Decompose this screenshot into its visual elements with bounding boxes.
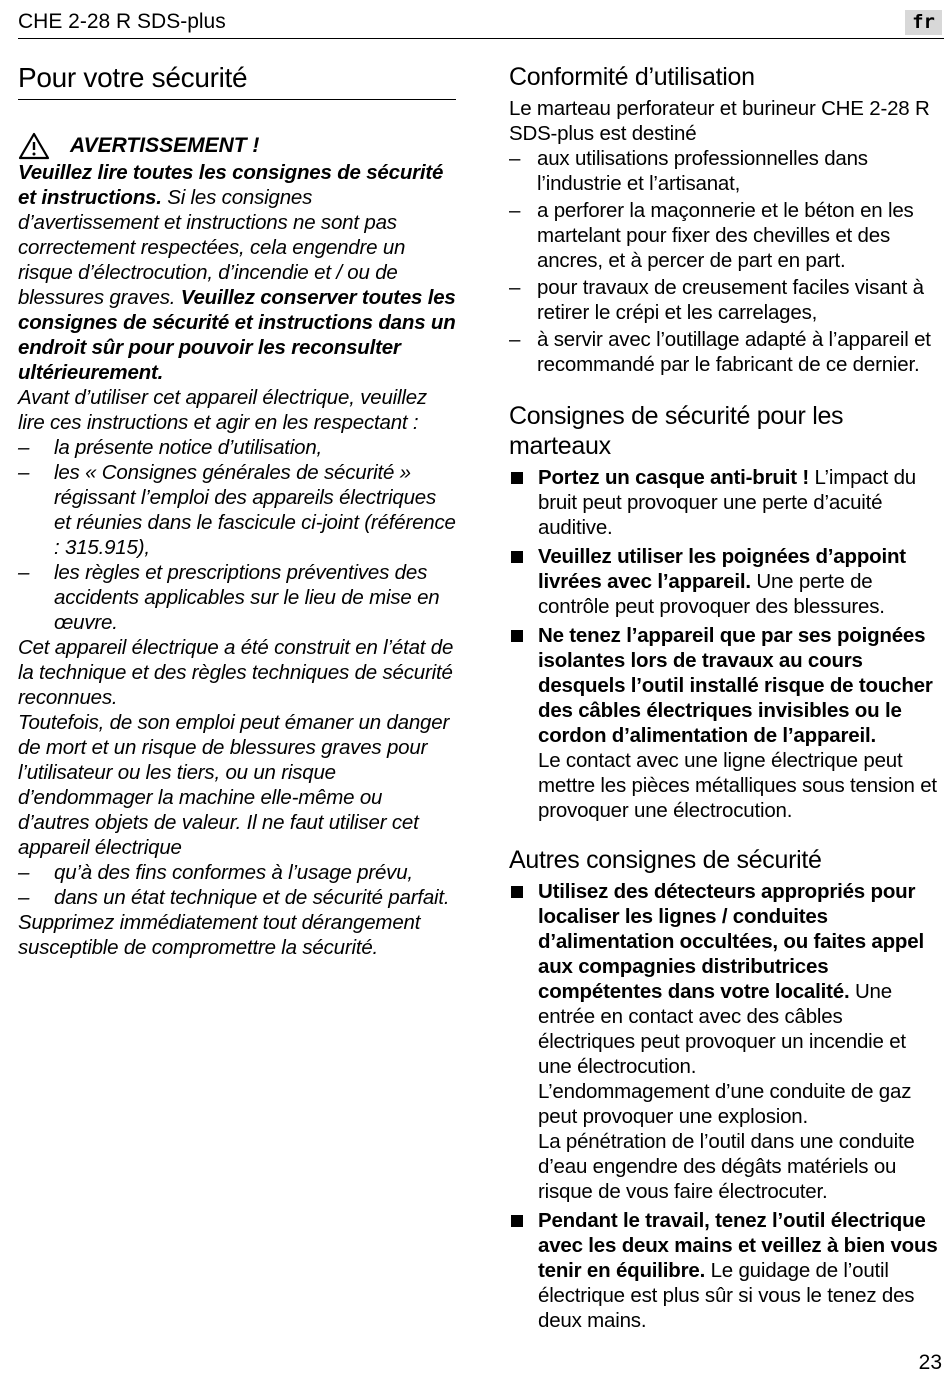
item-text: Une perte de contrôle peut provoquer des blessures. <box>538 570 885 618</box>
conditions-list <box>18 860 456 910</box>
list-item: – à servir avec l’outillage adapté à l’appareil et recommandé par le fabricant de ce dernier. <box>509 327 941 377</box>
warning-text-1: Si les consignes d’avertissement et instructions ne sont pas correctement respectées, cela engendre un risque d’électrocution, d’incendie et / ou de blessures graves. <box>18 186 406 309</box>
paragraph-construction: Cet appareil électrique a été construit en l’état de la technique et des règles techniques de sécurité reconnues. <box>18 636 454 709</box>
conformity-list <box>509 146 941 377</box>
item-bold: Ne tenez l’appareil que par ses poignées isolantes lors de travaux au cours desquels l’outil installé risque de toucher des câbles électriques invisibles ou le cordon d’alimentation de l’appareil. <box>538 624 933 747</box>
item-text: L’impact du bruit peut provoquer une perte d’acuité auditive. <box>538 466 916 539</box>
item-bold: Portez un casque anti-bruit ! <box>538 466 809 489</box>
right-column <box>509 62 941 1337</box>
warning-heading <box>18 132 456 160</box>
item-bold: Pendant le travail, tenez l’outil électrique avec les deux mains et veillez à bien vous tenir en équilibre. <box>538 1209 938 1282</box>
page-number: 23 <box>918 1351 942 1374</box>
item-text: Le contact avec une ligne électrique peut mettre les pièces métalliques sous tension et provoquer une électrocution. <box>538 749 937 822</box>
list-item: – les « Consignes générales de sécurité » régissant l’emploi des appareils électriques et réunies dans le fascicule ci-joint (référence : 315.915), <box>18 460 456 560</box>
item-text: L’endommagement d’une conduite de gaz peut provoquer une explosion. <box>538 1080 912 1128</box>
list-item <box>509 623 941 823</box>
other-safety-list <box>509 879 941 1333</box>
item-text: Le guidage de l’outil électrique est plus sûr si vous le tenez des deux mains. <box>538 1259 915 1332</box>
section-title-safety: Pour votre sécurité <box>18 62 456 100</box>
section-title-conformity: Conformité d’utilisation <box>509 63 755 91</box>
warning-paragraph <box>18 160 456 385</box>
item-bold: Veuillez utiliser les poignées d’appoint livrées avec l’appareil. <box>538 545 906 593</box>
section-title-hammer-safety: Consignes de sécurité pour les marteaux <box>509 402 844 460</box>
list-item: – qu’à des fins conformes à l’usage prévu, <box>18 860 456 885</box>
list-item: – la présente notice d’utilisation, <box>18 435 456 460</box>
documents-list <box>18 435 456 635</box>
list-item <box>509 1208 941 1333</box>
warning-triangle-icon <box>18 132 50 160</box>
item-bold: Utilisez des détecteurs appropriés pour localiser les lignes / conduites d’alimentation occultées, ou faites appel aux compagnies distributrices compétentes dans votre localité. <box>538 880 924 1003</box>
list-item <box>509 544 941 619</box>
left-column <box>18 62 456 960</box>
list-item <box>509 879 941 1204</box>
intro-paragraph: Avant d’utiliser cet appareil électrique, veuillez lire ces instructions et agir en les respectant : <box>18 386 427 434</box>
warning-bold-1: Veuillez lire toutes les consignes de sécurité et instructions. <box>18 161 444 209</box>
list-item: – aux utilisations professionnelles dans l’industrie et l’artisanat, <box>509 146 941 196</box>
conformity-intro: Le marteau perforateur et burineur CHE 2-28 R SDS-plus est destiné <box>509 97 930 145</box>
item-text: Une entrée en contact avec des câbles électriques peut provoquer un incendie et une électrocution. <box>538 980 906 1078</box>
list-item: – dans un état technique et de sécurité parfait. <box>18 885 456 910</box>
paragraph-danger: Toutefois, de son emploi peut émaner un danger de mort et un risque de blessures graves pour l’utilisateur ou les tiers, ou un risque d’endommager la machine elle-même ou d’autres objets de valeur. Il ne faut utiliser cet appareil électrique <box>18 711 450 859</box>
list-item: – pour travaux de creusement faciles visant à retirer le crépi et les carrelages, <box>509 275 941 325</box>
section-title-other-safety: Autres consignes de sécurité <box>509 846 822 874</box>
item-text: La pénétration de l’outil dans une conduite d’eau engendre des dégâts matériels ou risque de vous faire électrocuter. <box>538 1130 915 1203</box>
warning-bold-2: Veuillez conserver toutes les consignes de sécurité et instructions dans un endroit sûr pour pouvoir les reconsulter ultérieurement. <box>18 286 456 384</box>
list-item: – les règles et prescriptions préventives des accidents applicables sur le lieu de mise en œuvre. <box>18 560 456 635</box>
list-item: – a perforer la maçonnerie et le béton en les martelant pour fixer des chevilles et des ancres, et à percer de part en part. <box>509 198 941 273</box>
warning-label: AVERTISSEMENT ! <box>70 134 260 157</box>
language-badge: fr <box>905 10 942 35</box>
model-name: CHE 2-28 R SDS-plus <box>18 10 226 33</box>
hammer-safety-list <box>509 465 941 823</box>
page-header <box>18 8 944 39</box>
list-item <box>509 465 941 540</box>
paragraph-remove-faults: Supprimez immédiatement tout dérangement susceptible de compromettre la sécurité. <box>18 911 421 959</box>
